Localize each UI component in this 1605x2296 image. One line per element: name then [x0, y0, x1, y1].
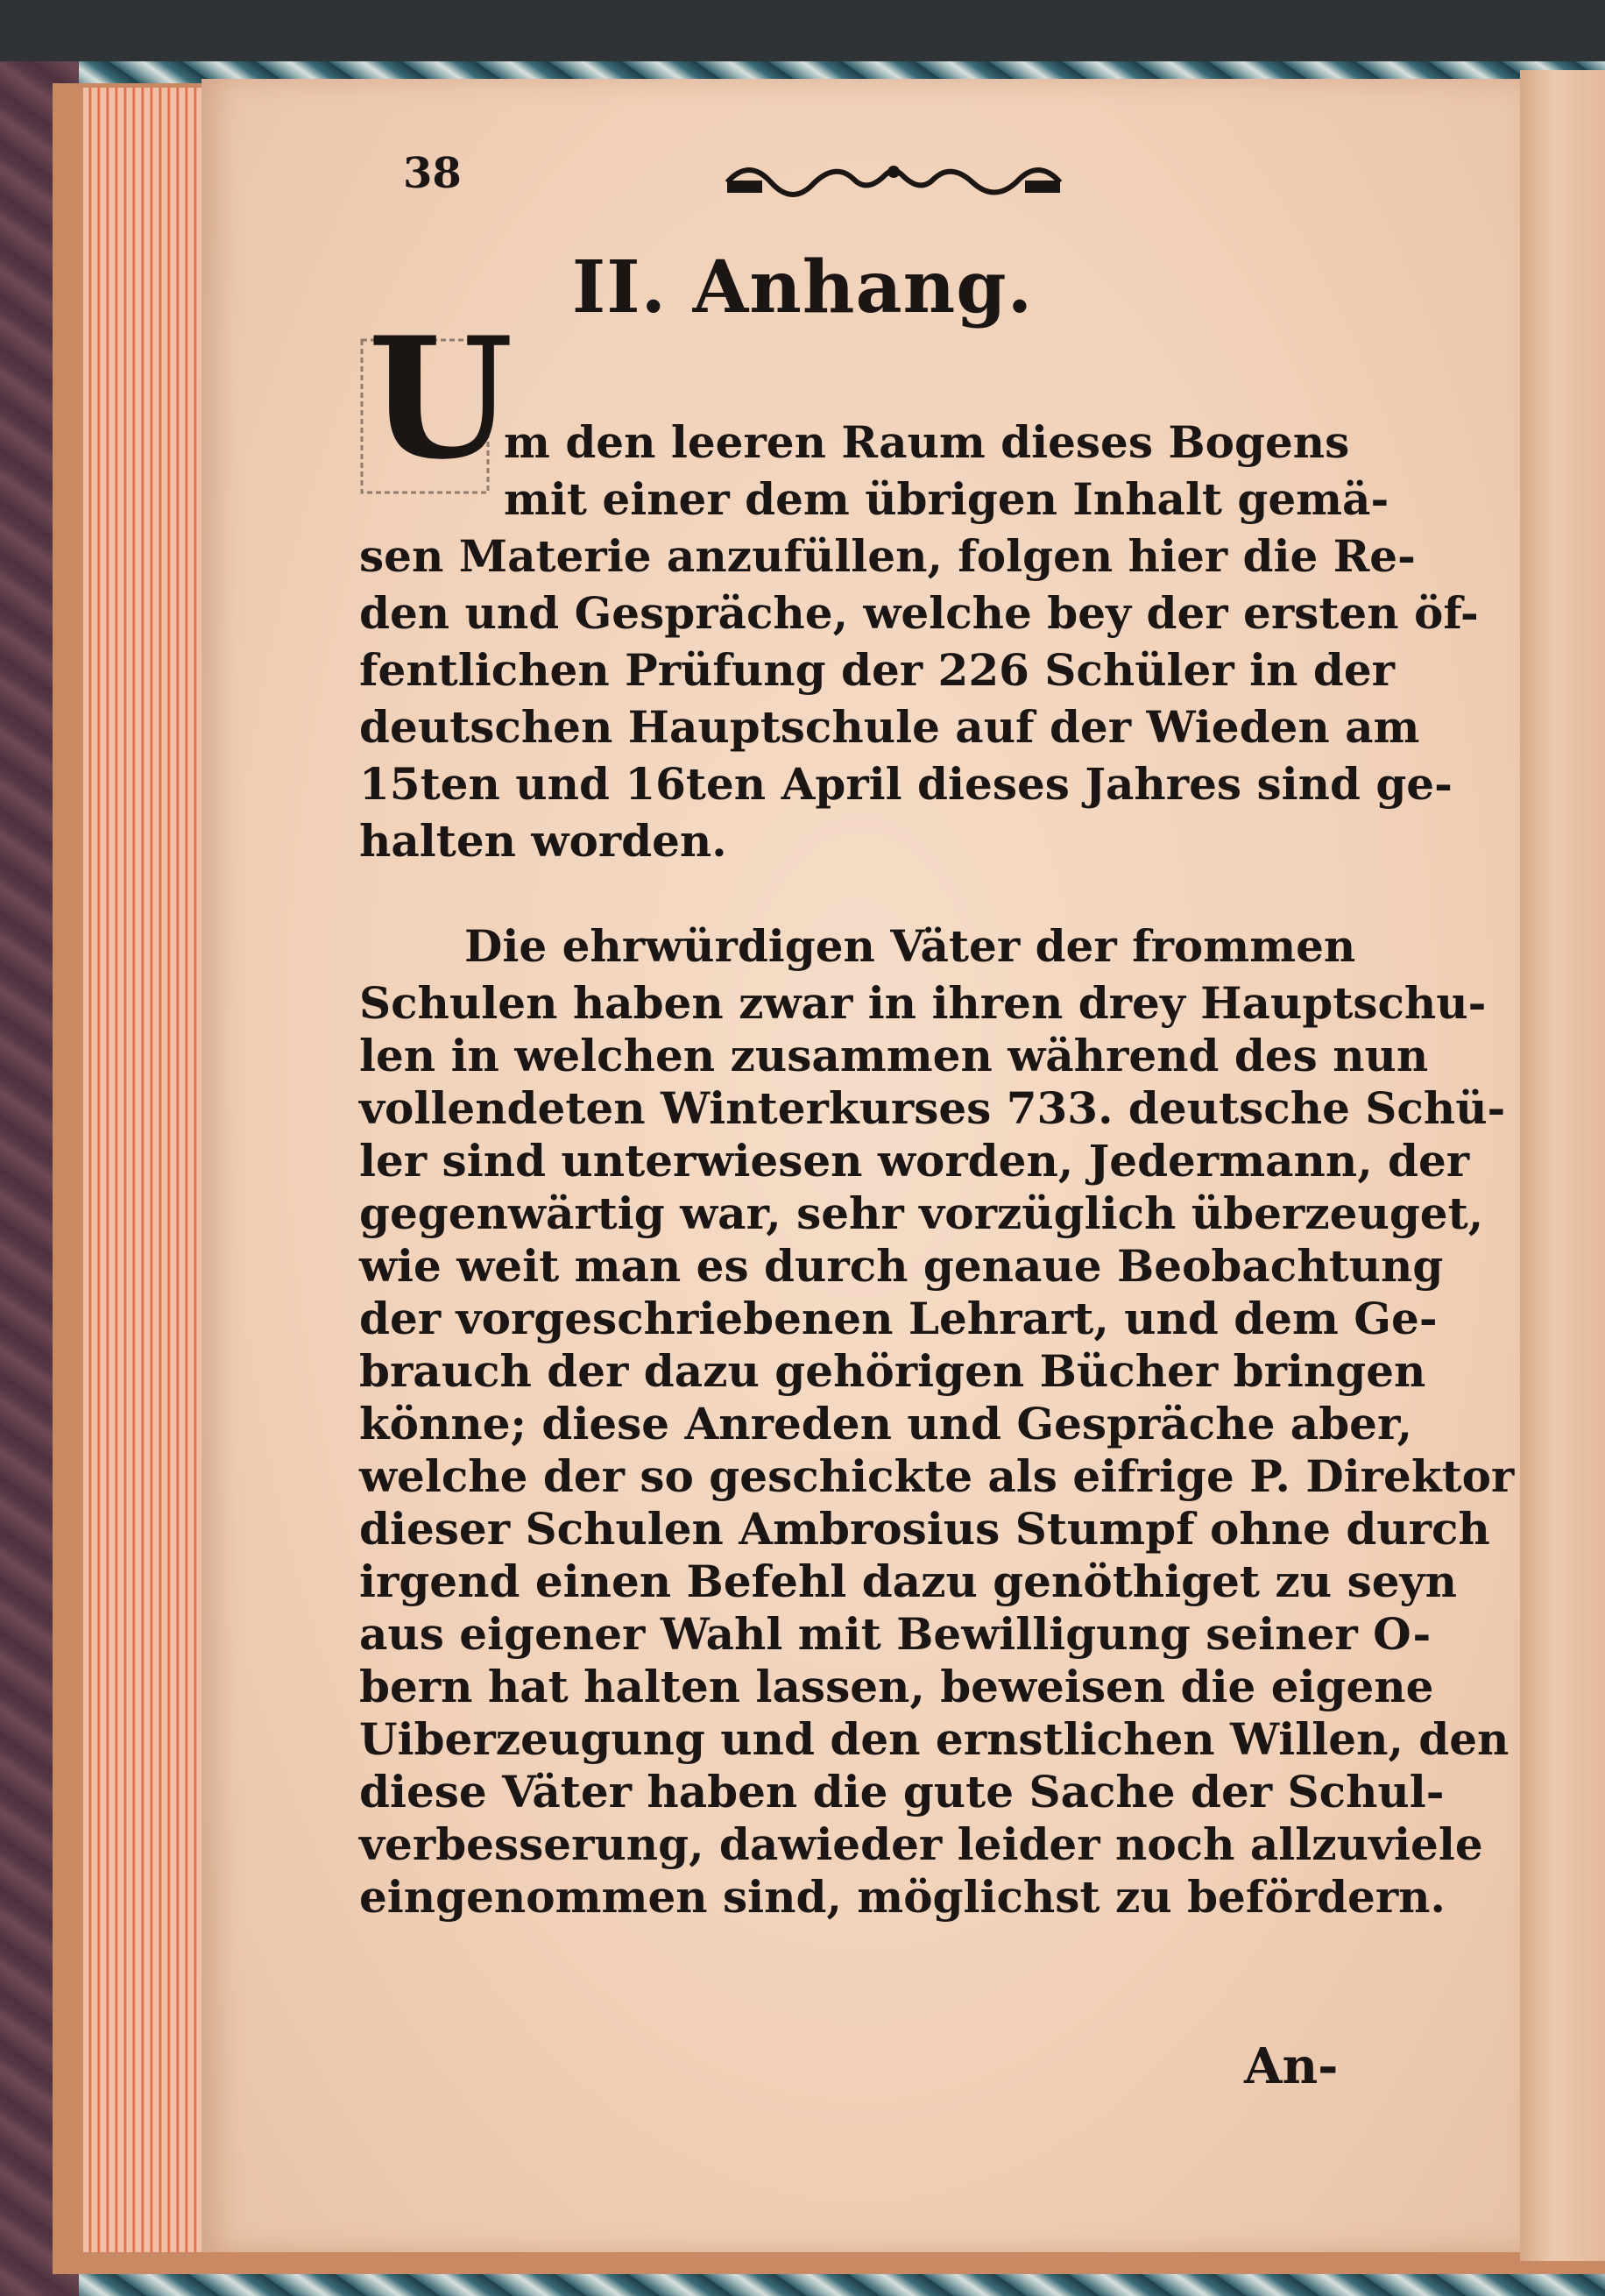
paragraph1-line: 15ten und 16ten April dieses Jahres sind ge-	[359, 758, 1453, 810]
paragraph1-line: sen Materie anzufüllen, folgen hier die Re-	[359, 530, 1416, 582]
paragraph2-line: verbesserung, dawieder leider noch allzuviele	[359, 1818, 1483, 1870]
paragraph2-line: welche der so geschickte als eifrige P. Direktor	[359, 1450, 1515, 1502]
drop-cap-letter: U	[368, 301, 513, 496]
paragraph2-line: brauch der dazu gehörigen Bücher bringen	[359, 1345, 1426, 1397]
paragraph2-line: eingenommen sind, möglichst zu befördern.	[359, 1871, 1446, 1923]
paragraph1-line: fentlichen Prüfung der 226 Schüler in der	[359, 644, 1395, 696]
paragraph2-line: Schulen haben zwar in ihren drey Hauptschu-	[359, 977, 1487, 1029]
catchword: An-	[1244, 2037, 1339, 2095]
page-number: 38	[403, 149, 462, 198]
paragraph1-line: deutschen Hauptschule auf der Wieden am	[359, 701, 1420, 753]
paragraph2-line: aus eigener Wahl mit Bewilligung seiner O-	[359, 1608, 1432, 1660]
paragraph2-line: könne; diese Anreden und Gespräche aber,	[359, 1398, 1413, 1449]
paragraph2-line: ler sind unterwiesen worden, Jedermann, der	[359, 1135, 1470, 1187]
paragraph2-line: wie weit man es durch genaue Beobachtung	[359, 1240, 1444, 1292]
paragraph2-line: len in welchen zusammen während des nun	[359, 1030, 1429, 1081]
paragraph2-line: dieser Schulen Ambrosius Stumpf ohne durch	[359, 1503, 1490, 1555]
paragraph2-line: vollendeten Winterkurses 733. deutsche Schü-	[359, 1082, 1506, 1134]
paragraph2-line: der vorgeschriebenen Lehrart, und dem Ge-	[359, 1293, 1438, 1344]
paragraph2-line: irgend einen Befehl dazu genöthiget zu seyn	[359, 1555, 1457, 1607]
paragraph1-line: m den leeren Raum dieses Bogens	[504, 416, 1350, 468]
paragraph2-line: diese Väter haben die gute Sache der Schul-	[359, 1766, 1445, 1818]
paragraph2-line: bern hat halten lassen, beweisen die eigene	[359, 1661, 1434, 1712]
paragraph2-line: Die ehrwürdigen Väter der frommen	[464, 920, 1356, 972]
paragraph2-line: Uiberzeugung und den ernstlichen Willen, den	[359, 1713, 1510, 1765]
section-heading: II. Anhang.	[571, 245, 1034, 330]
decorative-ornament	[723, 149, 1064, 202]
paragraph1-line: mit einer dem übrigen Inhalt gemä-	[504, 473, 1389, 525]
paragraph2-line: gegenwärtig war, sehr vorzüglich überzeuget,	[359, 1187, 1484, 1239]
paragraph1-line: den und Gespräche, welche bey der ersten öf-	[359, 587, 1479, 639]
paragraph1-line: halten worden.	[359, 815, 727, 867]
